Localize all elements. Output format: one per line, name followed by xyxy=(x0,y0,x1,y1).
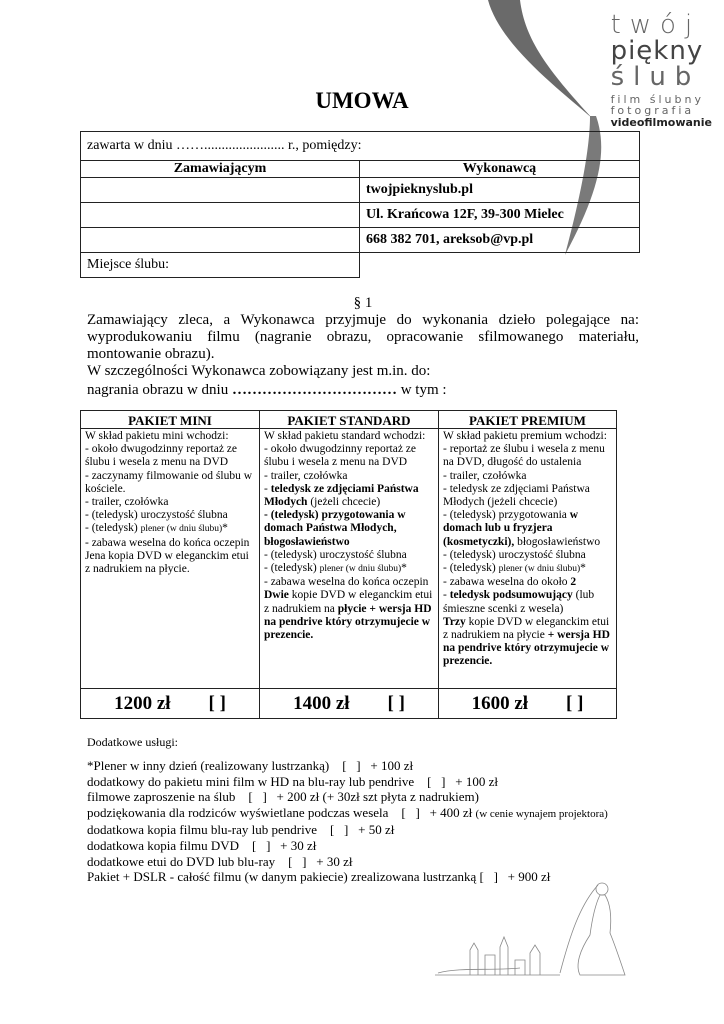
logo-line-5: fotografia xyxy=(610,104,695,117)
package-mini-header: PAKIET MINI xyxy=(81,411,260,429)
feature-text: - xyxy=(443,589,450,602)
package-feature-line xyxy=(264,483,434,509)
bride-veil xyxy=(560,885,598,973)
extra-service-item xyxy=(87,789,608,805)
contractor-header: Wykonawcą xyxy=(360,161,640,178)
contractor-website: twojpieknyslub.pl xyxy=(360,178,640,203)
feature-text: * xyxy=(222,522,228,535)
recording-date-line xyxy=(87,382,639,399)
feature-bold: płycie + wersja HD na pendrive który otrzymujecie w prezencie. xyxy=(264,602,432,642)
package-mini-checkbox[interactable]: [ ] xyxy=(208,692,226,714)
package-premium-checkbox[interactable]: [ ] xyxy=(566,692,584,714)
package-standard-price: 1400 zł xyxy=(293,692,350,714)
extras-list xyxy=(87,758,608,885)
package-premium-price: 1600 zł xyxy=(471,692,529,714)
feature-text: - (teledysk) uroczystość ślubna xyxy=(443,548,586,561)
logo-line-2: piękny xyxy=(610,36,704,66)
package-feature-line xyxy=(443,549,612,562)
logo-line-6: videofilmowanie xyxy=(610,116,712,129)
wedding-venue-cell: Miejsce ślubu: xyxy=(81,253,360,278)
package-feature-line xyxy=(443,443,612,469)
feature-text: - (teledysk) xyxy=(443,562,499,575)
contractor-contact: 668 382 701, areksob@vp.pl xyxy=(360,228,640,253)
package-feature-line xyxy=(443,483,612,509)
feature-text: W skład pakietu standard wchodzi: xyxy=(264,430,426,442)
feature-bold: 2 xyxy=(570,576,577,589)
package-standard-description xyxy=(260,429,439,689)
logo-line-4: film ślubny xyxy=(610,93,704,106)
feature-text: - (teledysk) uroczystość ślubna xyxy=(264,548,407,561)
feature-text: - (teledysk) xyxy=(85,522,141,535)
feature-small: plener (w dniu ślubu) xyxy=(319,564,402,575)
feature-bold: w domach lub u fryzjera (kosmetyczki), xyxy=(443,509,579,548)
feature-text: * xyxy=(580,562,586,575)
feature-bold: Trzy xyxy=(443,615,466,628)
extra-service-text: dodatkowe etui do DVD lub blu-ray [ ] + 30 zł xyxy=(87,853,353,869)
feature-text: W skład pakietu premium wchodzi: xyxy=(443,430,607,442)
feature-bold: Dwie xyxy=(264,589,289,602)
feature-bold: - (teledysk) przygotowania w domach Państwa Młodych, błogosławieństwo xyxy=(264,509,406,548)
package-feature-line xyxy=(264,470,434,483)
extra-service-text: dodatkowa kopia filmu DVD [ ] + 30 zł xyxy=(87,837,317,853)
feature-text: - teledysk ze zdjęciami Państwa Młodych (jeżeli chcecie) xyxy=(443,482,590,509)
package-feature-line xyxy=(264,576,434,589)
feature-bold: + wersja HD na pendrive który otrzymujecie w prezencie. xyxy=(443,629,610,668)
logo-line-3: ślub xyxy=(610,62,701,92)
package-feature-line xyxy=(443,616,612,669)
package-feature-line xyxy=(264,509,434,549)
feature-text: - (teledysk) uroczystość ślubna xyxy=(85,509,228,522)
package-feature-line xyxy=(85,470,255,496)
package-standard-price-cell xyxy=(260,689,439,719)
extra-service-item xyxy=(87,822,608,838)
feature-text: kopie DVD w eleganckim etui z nadrukiem na płycie xyxy=(443,615,610,642)
package-standard-header: PAKIET STANDARD xyxy=(260,411,439,429)
feature-bold: teledysk podsumowujący xyxy=(449,589,573,602)
package-feature-line xyxy=(264,549,434,562)
extra-service-item xyxy=(87,758,608,774)
recording-date-prefix: nagrania obrazu w dniu xyxy=(87,382,232,398)
feature-text: - (teledysk) przygotowania xyxy=(443,509,570,522)
feature-text: (lub śmieszne scenki z wesela) xyxy=(443,589,595,615)
feature-text: - (teledysk) xyxy=(264,562,320,575)
package-feature-line xyxy=(85,496,255,509)
package-feature-line xyxy=(264,430,434,443)
feature-text: - około dwugodzinny reportaż ze ślubu i wesela z menu na DVD xyxy=(85,443,238,469)
extra-service-text: Pakiet + DSLR - całość filmu (w danym pakiecie) zrealizowana lustrzanką [ ] + 900 zł xyxy=(87,869,551,885)
feature-text: W skład pakietu mini wchodzi: xyxy=(85,430,229,442)
package-feature-line xyxy=(443,562,612,576)
extras-title: Dodatkowe usługi: xyxy=(87,735,178,749)
section-mark: § 1 xyxy=(353,295,373,311)
package-feature-line xyxy=(443,509,612,549)
extra-service-text: dodatkowy do pakietu mini film w HD na blu-ray lub pendrive [ ] + 100 zł xyxy=(87,773,498,789)
client-cell-2 xyxy=(81,203,360,228)
bride-sketch-illustration xyxy=(430,875,630,985)
logo-line-1: twój xyxy=(610,10,702,40)
contract-date-line: zawarta w dniu ……....................... r., pomiędzy: xyxy=(81,132,640,161)
package-premium-price-cell xyxy=(439,689,617,719)
packages-table xyxy=(80,410,617,719)
extra-service-text: filmowe zaproszenie na ślub [ ] + 200 zł (+ 30zł szt płyta z nadrukiem) xyxy=(87,789,479,805)
package-feature-line xyxy=(443,589,612,615)
package-premium-header: PAKIET PREMIUM xyxy=(439,411,617,429)
recording-date-dots: …………………………… xyxy=(231,382,397,398)
bride-head xyxy=(596,883,608,895)
feature-text: - zaczynamy filmowanie od ślubu w kościele. xyxy=(85,469,253,495)
extra-service-item xyxy=(87,854,608,870)
bride-dress xyxy=(578,895,625,975)
package-feature-line xyxy=(264,562,434,576)
recording-date-suffix: w tym : xyxy=(396,382,447,398)
empty-cell xyxy=(360,253,640,278)
package-mini-price: 1200 zł xyxy=(114,692,171,714)
extra-service-text: *Plener w inny dzień (realizowany lustrzanką) [ ] + 100 zł xyxy=(87,758,414,773)
feature-text: (jeżeli chcecie) xyxy=(307,496,381,509)
feature-text: - około dwugodzinny reportaż ze ślubu i wesela z menu na DVD xyxy=(264,443,417,469)
feature-text: - reportaż ze ślubu i wesela z menu na DVD, długość do ustalenia xyxy=(443,443,605,469)
feature-text: - xyxy=(264,482,271,495)
contractor-address: Ul. Krańcowa 12F, 39-300 Mielec xyxy=(360,203,640,228)
section-paragraph-2: W szczególności Wykonawca zobowiązany jest m.in. do: xyxy=(87,363,431,379)
parties-table xyxy=(80,131,640,278)
feature-small: plener (w dniu ślubu) xyxy=(140,524,223,535)
package-feature-line xyxy=(264,443,434,469)
package-mini-description xyxy=(81,429,260,689)
feature-text: błogosławieństwo xyxy=(514,535,601,548)
feature-text: - trailer, czołówka xyxy=(264,469,348,482)
extra-service-item xyxy=(87,805,608,823)
package-premium-description xyxy=(439,429,617,689)
feature-bold: teledysk ze zdjęciami Państwa Młodych xyxy=(264,482,419,509)
package-feature-line xyxy=(264,589,434,642)
client-cell-3 xyxy=(81,228,360,253)
extra-service-note: (w cenie wynajem projektora) xyxy=(475,807,608,820)
extra-service-text: podziękowania dla rodziców wyświetlane podczas wesela [ ] + 400 zł xyxy=(87,804,476,820)
package-feature-line xyxy=(85,537,255,577)
feature-text: - trailer, czołówka xyxy=(85,496,169,509)
package-feature-line xyxy=(85,522,255,536)
feature-text: - zabawa weselna do końca oczepin xyxy=(264,576,429,589)
client-header: Zamawiającym xyxy=(81,161,360,178)
extra-service-item xyxy=(87,774,608,790)
feature-text: * xyxy=(401,562,407,575)
package-feature-line xyxy=(85,430,255,443)
feature-text: - zabawa weselna do końca oczepin Jena kopia DVD w eleganckim etui z nadrukiem na płycie. xyxy=(85,536,250,576)
package-feature-line xyxy=(443,576,612,589)
package-standard-checkbox[interactable]: [ ] xyxy=(387,692,405,714)
feature-text: - trailer, czołówka xyxy=(443,469,527,482)
extra-service-text: dodatkowa kopia filmu blu-ray lub pendrive [ ] + 50 zł xyxy=(87,822,395,838)
feature-text: kopie DVD w eleganckim etui z nadrukiem na xyxy=(264,589,433,615)
package-feature-line xyxy=(85,509,255,522)
client-cell-1 xyxy=(81,178,360,203)
package-feature-line xyxy=(443,430,612,443)
package-feature-line xyxy=(443,470,612,483)
feature-text: - zabawa weselna do około xyxy=(443,576,571,589)
package-mini-price-cell xyxy=(81,689,260,719)
feature-small: plener (w dniu ślubu) xyxy=(498,564,581,575)
extra-service-item xyxy=(87,838,608,854)
document-title: UMOWA xyxy=(315,88,409,113)
package-feature-line xyxy=(85,443,255,469)
section-paragraph-1: Zamawiający zleca, a Wykonawca przyjmuje do wykonania dzieło polegające na: wyprodukowaniu filmu (nagranie obrazu, opracowanie sfilmowanego materiału, montowanie obrazu). xyxy=(87,312,639,362)
